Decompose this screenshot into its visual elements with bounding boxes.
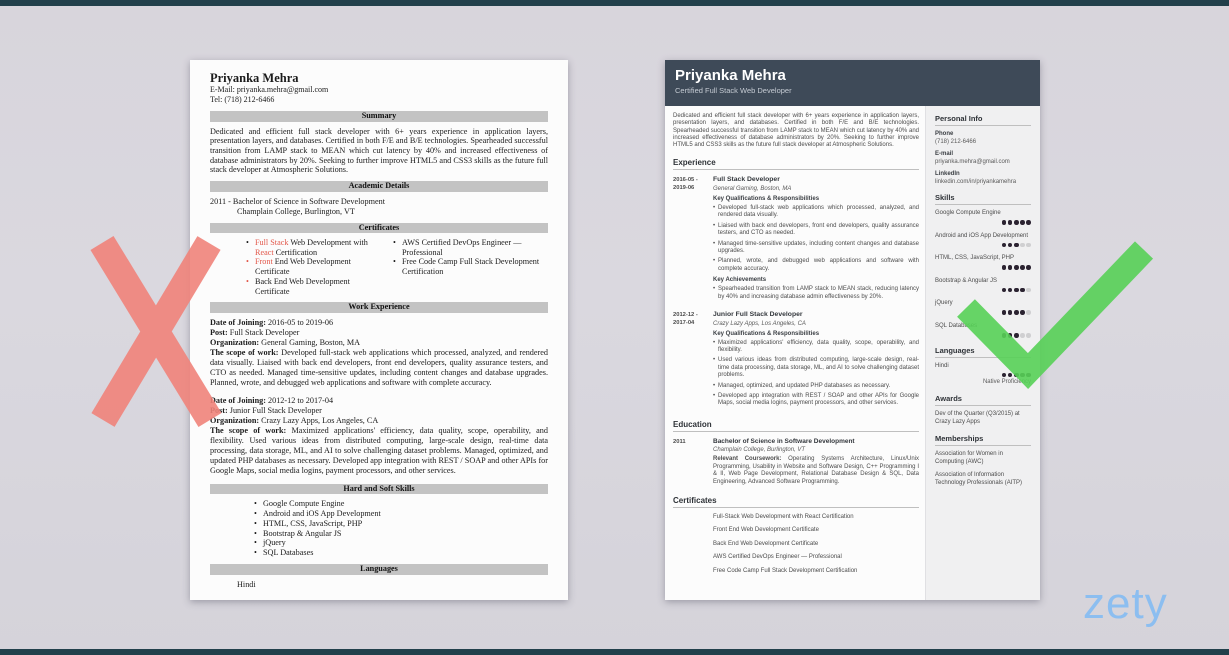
proficiency-dots (935, 310, 1031, 315)
skill-name: SQL Databases (935, 322, 978, 329)
resume-body (665, 106, 1040, 600)
dot-icon (1026, 243, 1031, 248)
achievement-bullet (713, 286, 919, 301)
field-label: Post: (210, 327, 230, 337)
skill-name: jQuery (935, 300, 953, 307)
bullet-icon: • (393, 238, 396, 248)
candidate-title: Certified Full Stack Web Developer (675, 86, 792, 95)
certificate-item: Front End Web Development Certificate (713, 527, 819, 534)
language-proficiency-note: Native Proficiency (982, 379, 1031, 386)
work-field (210, 416, 548, 426)
personal-info-value: linkedin.com/in/priyankamehra (935, 178, 1017, 185)
work-experience-list (210, 318, 548, 476)
skill-text: Bootstrap & Angular JS (263, 528, 342, 538)
skill-text: jQuery (263, 538, 286, 548)
bullet-icon: • (246, 238, 249, 248)
field-label: Date of Joining: (210, 395, 268, 405)
zety-logo: zety (1083, 579, 1168, 628)
dot-icon (1002, 265, 1007, 270)
resume-main-column (665, 106, 925, 600)
sidebar-header-personal-info: Personal Info (935, 114, 1031, 126)
skill-name: Android and iOS App Development (935, 232, 1029, 239)
dot-icon (1008, 243, 1013, 248)
qualification-bullet (713, 258, 919, 273)
proficiency-dots (935, 265, 1031, 270)
bullet-icon: • (713, 286, 716, 293)
experience-entry (673, 311, 919, 411)
bullet-text: Liaised with back end developers, front end developers, quality assurance testers, and CTO as needed. (718, 222, 919, 237)
bullet-icon: • (713, 222, 716, 229)
section-header-experience: Experience (673, 158, 919, 170)
bullet-icon: • (254, 499, 257, 509)
dot-icon (1008, 220, 1013, 225)
languages-list (210, 580, 548, 590)
bullet-icon: • (713, 382, 716, 389)
section-header-academic: Academic Details (210, 181, 548, 192)
proficiency-dots (935, 243, 1031, 248)
school-name: Champlain College, Burlington, VT (713, 447, 806, 454)
section-header-summary: Summary (210, 111, 548, 122)
certificate-item (246, 257, 379, 276)
dot-icon (1014, 265, 1019, 270)
dot-icon (1026, 288, 1031, 293)
sidebar-skill-item (935, 255, 1031, 270)
certificate-item (393, 238, 542, 257)
certificates-list (673, 514, 919, 575)
dot-icon (1002, 373, 1007, 378)
proficiency-dots (935, 288, 1031, 293)
dot-icon (1002, 288, 1007, 293)
bullet-icon: • (254, 509, 257, 519)
date-from: 2016-05 - (673, 177, 698, 184)
dot-icon (1002, 243, 1007, 248)
qualification-bullet (713, 205, 919, 220)
certificate-item (246, 238, 379, 257)
sidebar-skills-list (935, 210, 1031, 338)
bullet-icon: • (254, 528, 257, 538)
degree-name: Bachelor of Science in Software Development (713, 437, 855, 445)
school-line: Champlain College, Burlington, VT (237, 206, 355, 216)
dot-icon (1020, 288, 1025, 293)
date-from: 2012-12 - (673, 312, 698, 319)
field-value: 2012-12 to 2017-04 (268, 395, 334, 405)
bullet-icon: • (246, 257, 249, 267)
certificate-text: Full Stack Web Development with React Certification (255, 238, 368, 257)
sidebar-language-item (935, 363, 1031, 387)
qualification-bullet (713, 241, 919, 256)
bullet-text: Used various ideas from distributed computing, large-scale design, real-time data processing, data storage, ML, and AI to solve challenging dataset problems. (718, 357, 919, 379)
section-header-work-experience: Work Experience (210, 302, 548, 313)
certificate-text: AWS Certified DevOps Engineer — Professional (402, 238, 522, 257)
sidebar-skill-item (935, 278, 1031, 293)
skill-text: SQL Databases (263, 548, 314, 558)
bullet-icon: • (254, 548, 257, 558)
work-field (210, 338, 548, 348)
field-value: Full Stack Developer (229, 327, 300, 337)
bullet-text: Developed full-stack web applications which processed, analyzed, and rendered data visually. (718, 204, 919, 219)
bullet-text: Managed, optimized, and updated PHP databases as necessary. (718, 382, 891, 389)
skill-text: Android and iOS App Development (263, 509, 381, 519)
sidebar-languages-list (935, 363, 1031, 387)
skill-text: HTML, CSS, JavaScript, PHP (263, 518, 363, 528)
dot-icon (1026, 373, 1031, 378)
dot-icon (1008, 310, 1013, 315)
coursework-list: Operating Systems Architecture, Linux/Unix Programming, Usability in Website and Software Design, C++ Programming I & II, Web Page Development, Relational Database Design & SQL, Data Engineering, Advanced Software Programming. (713, 456, 919, 486)
field-value: Crazy Lazy Apps, Los Angeles, CA (261, 415, 379, 425)
achievements-heading: Key Achievements (713, 277, 767, 284)
skill-item (254, 529, 548, 539)
skill-item (254, 538, 548, 548)
summary-text: Dedicated and efficient full stack developer with 6+ years experience in application layers, presentation layers, and databases. Certified in both F/E and B/E technologies. Spearheaded successful transition from LAMP stack to MEAN which cut latency by 40% and increased effectiveness of database administrators by 20%. Seeking to further improve HTML5 and CSS3 skills as the future full stack developer at Atmospheric Solutions. (210, 126, 548, 175)
dot-icon (1008, 373, 1013, 378)
work-field (210, 396, 548, 406)
certificate-item (393, 257, 542, 276)
qualifications-heading: Key Qualifications & Responsibilities (713, 330, 820, 337)
dot-icon (1014, 333, 1019, 338)
candidate-name: Priyanka Mehra (210, 71, 299, 85)
qualification-bullet (713, 357, 919, 379)
field-label: Date of Joining: (210, 317, 268, 327)
job-title: Full Stack Developer (713, 176, 780, 184)
certificate-item: Full-Stack Web Development with React Certification (713, 513, 854, 520)
personal-info-label: LinkedIn (935, 171, 960, 177)
bullet-text: Managed time-sensitive updates, including content changes and database upgrades. (718, 240, 919, 255)
wrong-resume-page (190, 60, 568, 600)
degree-line: 2011 - Bachelor of Science in Software Development (210, 196, 385, 206)
dot-icon (1002, 220, 1007, 225)
dot-icon (1014, 373, 1019, 378)
resume-header-band (665, 60, 1040, 106)
date-to: 2017-04 (673, 320, 695, 327)
bullet-icon: • (713, 204, 716, 211)
award-item: Dev of the Quarter (Q3/2015) at Crazy Lazy Apps (935, 411, 1020, 425)
qualifications-heading: Key Qualifications & Responsibilities (713, 195, 820, 202)
qualification-bullet (713, 340, 919, 355)
field-label: Organization: (210, 337, 262, 347)
dot-icon (1026, 220, 1031, 225)
personal-info-label: Phone (935, 131, 954, 137)
membership-item: Association of Information Technology Professionals (AITP) (935, 472, 1023, 487)
certificate-item (246, 277, 379, 296)
dot-icon (1020, 243, 1025, 248)
bullet-icon: • (713, 392, 716, 399)
qualification-bullet (713, 223, 919, 238)
skill-name: HTML, CSS, JavaScript, PHP (935, 255, 1015, 262)
section-header-skills: Hard and Soft Skills (210, 484, 548, 495)
dot-icon (1014, 288, 1019, 293)
section-header-education: Education (673, 420, 919, 432)
skill-item (254, 519, 548, 529)
education-content (713, 438, 919, 487)
dot-icon (1020, 373, 1025, 378)
dot-icon (1002, 333, 1007, 338)
skill-item (254, 509, 548, 519)
personal-info-value: (718) 212-6466 (935, 138, 977, 145)
dot-icon (1020, 310, 1025, 315)
sidebar-skill-item (935, 233, 1031, 248)
bullet-text: Spearheaded transition from LAMP stack to MEAN stack, reducing latency by 40% and increasing database admin effectiveness by 20%. (718, 286, 919, 300)
field-value: Maximized applications' efficiency, data quality, scope, operability, and flexibility. Used various ideas from distributed computing, large-scale design, real-time data processing, data storage, ML, and AI to solve challenging dataset problems. Managed, optimized, and updated PHP databases as necessary. Developed app integration with REST / SOAP and other APIs for Google Maps, social media logins, payment processors, and other services. (210, 425, 548, 475)
sidebar-header-awards: Awards (935, 394, 1031, 406)
dot-icon (1020, 265, 1025, 270)
field-label: Post: (210, 405, 230, 415)
skill-item (254, 499, 548, 509)
field-value: Developed full-stack web applications which processed, analyzed, and rendered data visually. Liaised with back end developers, front end developers, quality assurance testers, and CTO as needed. Managed time-sensitive updates, including content changes and database upgrades. Planned, wrote, and debugged web applications and software with complete accuracy. (210, 347, 548, 387)
bullet-text: Developed app integration with REST / SOAP and other APIs for Google Maps, social media logins, payment processors, and other services. (718, 392, 919, 407)
bullet-icon: • (254, 518, 257, 528)
skill-name: Google Compute Engine (935, 210, 1001, 216)
work-entry (210, 318, 548, 388)
skill-name: Bootstrap & Angular JS (935, 277, 998, 284)
summary-text: Dedicated and efficient full stack developer with 6+ years experience in application layers, presentation layers, and databases. Certified in both F/E and B/E technologies. Spearheaded successful transition from LAMP stack to MEAN which cut latency by 40% and increased effectiveness of database administrators by 20%. Seeking to further improve HTML5 and CSS3 skills as the future full stack developer at Atmospheric Solutions. (673, 113, 919, 149)
dot-icon (1002, 310, 1007, 315)
memberships-list (935, 451, 1031, 488)
certificates-columns (210, 238, 548, 296)
bullet-text: Planned, wrote, and debugged web applications and software with complete accuracy. (718, 258, 919, 272)
experience-dates (673, 311, 713, 411)
dot-icon (1008, 265, 1013, 270)
experience-content (713, 176, 919, 304)
section-header-certificates: Certificates (210, 223, 548, 234)
personal-info-label: E-mail (935, 151, 954, 157)
dot-icon (1026, 333, 1031, 338)
sidebar-skill-item (935, 300, 1031, 315)
proficiency-dots (935, 373, 1031, 378)
dot-icon (1008, 333, 1013, 338)
bullet-icon: • (254, 538, 257, 548)
coursework-text (713, 456, 919, 486)
dot-icon (1020, 333, 1025, 338)
wrong-resume-content (190, 60, 568, 590)
sidebar-header-skills: Skills (935, 193, 1031, 205)
field-value: General Gaming, Boston, MA (261, 337, 361, 347)
proficiency-dots (935, 333, 1031, 338)
language-name: Hindi (935, 362, 949, 369)
section-header-languages: Languages (210, 564, 548, 575)
skill-item (254, 548, 548, 558)
dot-icon (1014, 220, 1019, 225)
bullet-text: Maximized applications' efficiency, data quality, scope, operability, and flexibility. (718, 339, 919, 353)
personal-info-fields (935, 131, 1031, 186)
certificate-text: Free Code Camp Full Stack Development Certification (402, 257, 540, 277)
bullet-icon: • (713, 240, 716, 247)
qualification-bullet (713, 393, 919, 408)
certificate-text: Back End Web Development Certificate (255, 276, 350, 296)
education-entry (673, 438, 919, 487)
bullet-icon: • (713, 258, 716, 265)
work-field (210, 318, 548, 328)
field-label: Organization: (210, 415, 262, 425)
company-name: Crazy Lazy Apps, Los Angeles, CA (713, 320, 806, 327)
phone-line: Tel: (718) 212-6466 (210, 95, 275, 104)
dot-icon (1008, 288, 1013, 293)
email-line: E-Mail: priyanka.mehra@gmail.com (210, 85, 329, 94)
experience-content (713, 311, 919, 411)
education-year: 2011 (673, 438, 686, 445)
resume-sidebar (925, 106, 1040, 600)
company-name: General Gaming, Boston, MA (713, 185, 792, 192)
candidate-name: Priyanka Mehra (675, 67, 786, 84)
experience-list (673, 176, 919, 410)
dot-icon (1014, 310, 1019, 315)
language-item: Hindi (237, 579, 256, 589)
work-field (210, 328, 548, 338)
dot-icon (1020, 220, 1025, 225)
bullet-icon: • (713, 339, 716, 346)
good-resume-page (665, 60, 1040, 600)
work-field (210, 348, 548, 388)
field-value: 2016-05 to 2019-06 (268, 317, 334, 327)
awards-list (935, 411, 1031, 427)
bottom-edge-bar (0, 649, 1229, 655)
experience-entry (673, 176, 919, 304)
certificate-item: Free Code Camp Full Stack Development Certification (713, 567, 858, 574)
certificate-item: AWS Certified DevOps Engineer — Professional (713, 554, 842, 561)
sidebar-header-languages: Languages (935, 346, 1031, 358)
experience-dates (673, 176, 713, 304)
sidebar-header-memberships: Memberships (935, 434, 1031, 446)
sidebar-skill-item (935, 210, 1031, 225)
sidebar-skill-item (935, 323, 1031, 338)
top-edge-bar (0, 0, 1229, 6)
skills-list (210, 499, 548, 558)
bullet-icon: • (393, 257, 396, 267)
proficiency-dots (935, 220, 1031, 225)
field-value: Junior Full Stack Developer (229, 405, 322, 415)
job-title: Junior Full Stack Developer (713, 311, 803, 319)
work-field (210, 426, 548, 476)
field-label: The scope of work: (210, 347, 282, 357)
qualification-bullet (713, 383, 919, 390)
personal-info-value: priyanka.mehra@gmail.com (935, 158, 1010, 165)
certificate-item: Back End Web Development Certificate (713, 540, 819, 547)
certificates-column-2 (379, 238, 548, 296)
dot-icon (1026, 265, 1031, 270)
dot-icon (1014, 243, 1019, 248)
bullet-icon: • (713, 357, 716, 364)
skill-text: Google Compute Engine (263, 499, 345, 509)
bullet-icon: • (246, 276, 249, 286)
field-label: The scope of work: (210, 425, 292, 435)
work-entry (210, 396, 548, 476)
date-to: 2019-06 (673, 185, 695, 192)
section-header-certificates: Certificates (673, 496, 919, 508)
certificate-text: Front End Web Development Certificate (255, 257, 351, 277)
membership-item: Association for Women in Computing (AWC) (935, 450, 1003, 465)
coursework-label: Relevant Coursework: (713, 456, 782, 463)
certificates-column-1 (210, 238, 379, 296)
dot-icon (1026, 310, 1031, 315)
work-field (210, 406, 548, 416)
